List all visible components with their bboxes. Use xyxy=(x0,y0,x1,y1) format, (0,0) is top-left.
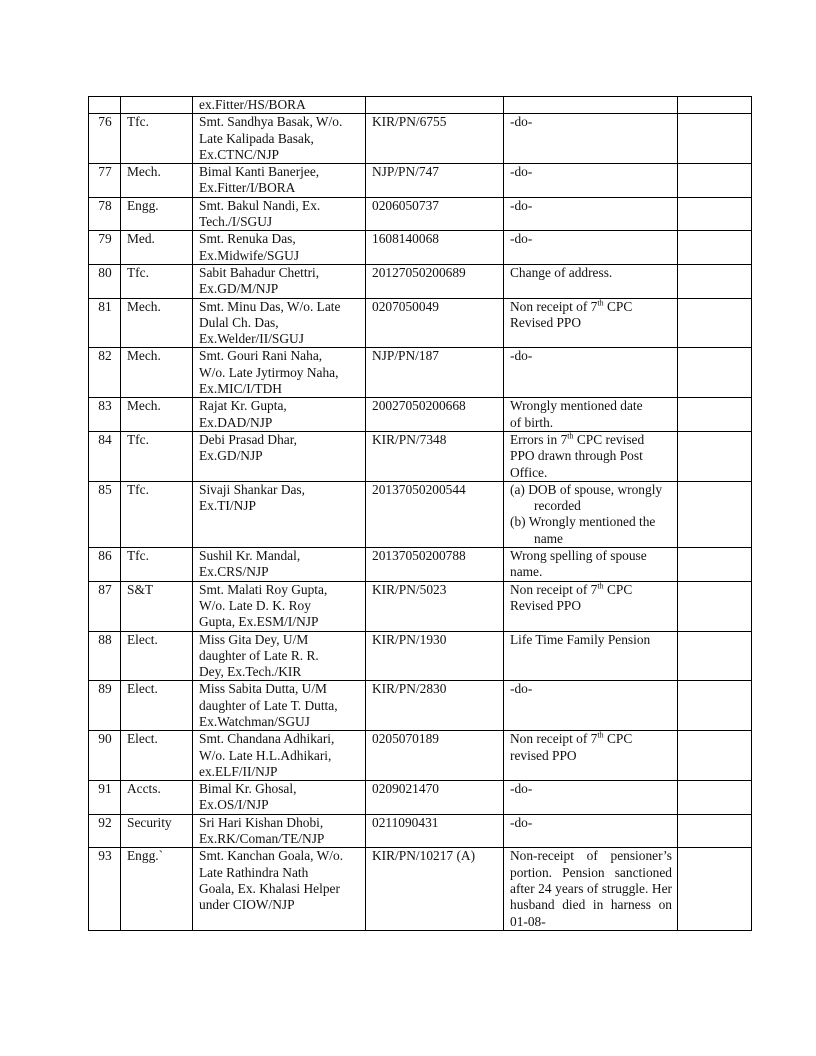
pensioner-name xyxy=(193,481,366,547)
name-line: Smt. Bakul Nandi, Ex. xyxy=(199,197,321,213)
remarks-line: -do- xyxy=(510,781,533,797)
remarks xyxy=(504,197,678,231)
serial-number: 87 xyxy=(89,581,121,631)
remarks xyxy=(504,231,678,265)
name-line: Smt. Chandana Adhikari, xyxy=(199,731,335,747)
remarks xyxy=(504,548,678,582)
name-line: Dey, Ex.Tech./KIR xyxy=(199,664,302,680)
table-row xyxy=(89,197,752,231)
remarks xyxy=(504,264,678,298)
blank-column-cell xyxy=(678,781,752,815)
remarks xyxy=(504,398,678,432)
name-line: Sushil Kr. Mandal, xyxy=(199,548,301,564)
remarks-paragraph: Non-receipt of pensioner’s portion. Pension sanctioned after 24 years of struggle. Her husband died in harness on 01-08- xyxy=(510,848,672,929)
name-line: Bimal Kanti Banerjee, xyxy=(199,164,320,180)
serial-number: 89 xyxy=(89,681,121,731)
name-line: Ex.MIC/I/TDH xyxy=(199,381,282,397)
table-row xyxy=(89,481,752,547)
remarks-line: Revised PPO xyxy=(510,314,582,330)
blank-column-cell xyxy=(678,848,752,930)
serial-number: 80 xyxy=(89,264,121,298)
remarks-line: -do- xyxy=(510,231,533,247)
pensioner-name xyxy=(193,581,366,631)
name-line: W/o. Late Jytirmoy Naha, xyxy=(199,364,339,380)
remarks-line: -do- xyxy=(510,814,533,830)
serial-number: 78 xyxy=(89,197,121,231)
department: Tfc. xyxy=(121,114,193,164)
remarks-line: of birth. xyxy=(510,414,554,430)
blank-column-cell xyxy=(678,431,752,481)
ppo-number: 0207050049 xyxy=(366,298,504,348)
remarks xyxy=(504,97,678,114)
name-line: Smt. Renuka Das, xyxy=(199,231,296,247)
ppo-number: 20137050200544 xyxy=(366,481,504,547)
serial-number: 84 xyxy=(89,431,121,481)
ordinal-superscript: th xyxy=(567,431,574,441)
remarks-line: Non receipt of 7th CPC xyxy=(510,581,633,597)
name-line: Miss Gita Dey, U/M xyxy=(199,631,309,647)
ppo-number: KIR/PN/6755 xyxy=(366,114,504,164)
ppo-number: KIR/PN/5023 xyxy=(366,581,504,631)
name-line: ex.ELF/II/NJP xyxy=(199,763,278,779)
table-row xyxy=(89,298,752,348)
name-line: Bimal Kr. Ghosal, xyxy=(199,781,297,797)
blank-column-cell xyxy=(678,581,752,631)
pensioner-name xyxy=(193,114,366,164)
name-line: Smt. Kanchan Goala, W/o. xyxy=(199,848,344,864)
name-line: Late Rathindra Nath xyxy=(199,864,309,880)
name-line: Ex.Watchman/SGUJ xyxy=(199,713,310,729)
serial-number: 82 xyxy=(89,348,121,398)
name-line: Smt. Sandhya Basak, W/o. xyxy=(199,114,343,130)
ppo-number: 0209021470 xyxy=(366,781,504,815)
remarks-line: Errors in 7th CPC revised xyxy=(510,431,645,447)
ppo-number: KIR/PN/1930 xyxy=(366,631,504,681)
name-line: daughter of Late T. Dutta, xyxy=(199,697,338,713)
name-line: Ex.Midwife/SGUJ xyxy=(199,247,300,263)
remarks xyxy=(504,814,678,848)
department: Med. xyxy=(121,231,193,265)
blank-column-cell xyxy=(678,97,752,114)
pensioner-name xyxy=(193,548,366,582)
name-line: Smt. Gouri Rani Naha, xyxy=(199,348,323,364)
serial-number: 93 xyxy=(89,848,121,930)
department: Elect. xyxy=(121,731,193,781)
remarks-line: name. xyxy=(510,564,543,580)
table-row xyxy=(89,548,752,582)
pensioner-name xyxy=(193,398,366,432)
serial-number: 81 xyxy=(89,298,121,348)
table-row xyxy=(89,781,752,815)
table-row xyxy=(89,631,752,681)
blank-column-cell xyxy=(678,164,752,198)
serial-number: 90 xyxy=(89,731,121,781)
department: Security xyxy=(121,814,193,848)
table-row xyxy=(89,731,752,781)
name-line: Gupta, Ex.ESM/I/NJP xyxy=(199,614,319,630)
table-row xyxy=(89,97,752,114)
blank-column-cell xyxy=(678,231,752,265)
pensioner-name xyxy=(193,231,366,265)
name-line: ex.Fitter/HS/BORA xyxy=(199,97,306,112)
remarks-line: -do- xyxy=(510,114,533,130)
ppo-number: KIR/PN/2830 xyxy=(366,681,504,731)
pensioner-name xyxy=(193,348,366,398)
name-line: Ex.CRS/NJP xyxy=(199,564,269,580)
name-line: Miss Sabita Dutta, U/M xyxy=(199,681,327,697)
name-line: Goala, Ex. Khalasi Helper xyxy=(199,880,340,896)
department: Engg. xyxy=(121,197,193,231)
name-line: Dulal Ch. Das, xyxy=(199,314,279,330)
table-row xyxy=(89,581,752,631)
department: Mech. xyxy=(121,348,193,398)
ppo-number: 1608140068 xyxy=(366,231,504,265)
department: Tfc. xyxy=(121,431,193,481)
remarks xyxy=(504,581,678,631)
department: Tfc. xyxy=(121,481,193,547)
remarks-line: Life Time Family Pension xyxy=(510,631,651,647)
ppo-number xyxy=(366,97,504,114)
remarks-sub-item: (a) DOB of spouse, wrongly recorded xyxy=(510,481,663,514)
ppo-number: 20027050200668 xyxy=(366,398,504,432)
table-row xyxy=(89,114,752,164)
ppo-number: KIR/PN/10217 (A) xyxy=(366,848,504,930)
ppo-number: 0206050737 xyxy=(366,197,504,231)
remarks-line: PPO drawn through Post xyxy=(510,448,643,464)
table-row xyxy=(89,264,752,298)
pensioner-name xyxy=(193,298,366,348)
ordinal-superscript: th xyxy=(597,581,604,591)
name-line: Ex.RK/Coman/TE/NJP xyxy=(199,831,325,847)
table-row xyxy=(89,431,752,481)
blank-column-cell xyxy=(678,348,752,398)
remarks-line: -do- xyxy=(510,348,533,364)
department: S&T xyxy=(121,581,193,631)
name-line: Sivaji Shankar Das, xyxy=(199,481,305,497)
pensioner-name xyxy=(193,264,366,298)
name-line: Rajat Kr. Gupta, xyxy=(199,398,287,414)
serial-number: 85 xyxy=(89,481,121,547)
remarks-line: Office. xyxy=(510,464,548,480)
pensioner-name xyxy=(193,631,366,681)
serial-number: 86 xyxy=(89,548,121,582)
remarks xyxy=(504,298,678,348)
pensioner-name xyxy=(193,97,366,114)
remarks xyxy=(504,481,678,547)
department: Mech. xyxy=(121,398,193,432)
department: Elect. xyxy=(121,631,193,681)
blank-column-cell xyxy=(678,631,752,681)
remarks xyxy=(504,781,678,815)
blank-column-cell xyxy=(678,298,752,348)
blank-column-cell xyxy=(678,681,752,731)
remarks xyxy=(504,114,678,164)
department: Mech. xyxy=(121,298,193,348)
serial-number: 91 xyxy=(89,781,121,815)
remarks-line: Wrong spelling of spouse xyxy=(510,548,647,564)
remarks xyxy=(504,731,678,781)
pensioner-name xyxy=(193,164,366,198)
pensioner-name xyxy=(193,431,366,481)
serial-number: 92 xyxy=(89,814,121,848)
blank-column-cell xyxy=(678,197,752,231)
pensioner-name xyxy=(193,814,366,848)
remarks xyxy=(504,348,678,398)
department xyxy=(121,97,193,114)
department: Tfc. xyxy=(121,548,193,582)
name-line: Ex.Fitter/I/BORA xyxy=(199,180,296,196)
ppo-number: 20127050200689 xyxy=(366,264,504,298)
name-line: Sabit Bahadur Chettri, xyxy=(199,264,320,280)
name-line: W/o. Late H.L.Adhikari, xyxy=(199,747,332,763)
name-line: under CIOW/NJP xyxy=(199,897,295,913)
serial-number xyxy=(89,97,121,114)
table-row xyxy=(89,848,752,930)
department: Accts. xyxy=(121,781,193,815)
name-line: Ex.OS/I/NJP xyxy=(199,797,269,813)
pensioner-name xyxy=(193,681,366,731)
table-row xyxy=(89,348,752,398)
blank-column-cell xyxy=(678,398,752,432)
remarks xyxy=(504,431,678,481)
department: Elect. xyxy=(121,681,193,731)
pensioner-name xyxy=(193,848,366,930)
blank-column-cell xyxy=(678,731,752,781)
department: Mech. xyxy=(121,164,193,198)
table-row xyxy=(89,814,752,848)
remarks-line xyxy=(510,97,672,113)
remarks xyxy=(504,681,678,731)
blank-column-cell xyxy=(678,814,752,848)
remarks xyxy=(504,631,678,681)
ppo-number: KIR/PN/7348 xyxy=(366,431,504,481)
remarks-line: Non receipt of 7th CPC xyxy=(510,298,633,314)
serial-number: 83 xyxy=(89,398,121,432)
table-row xyxy=(89,164,752,198)
name-line: Smt. Minu Das, W/o. Late xyxy=(199,298,341,314)
ordinal-superscript: th xyxy=(597,298,604,308)
serial-number: 79 xyxy=(89,231,121,265)
department: Engg.` xyxy=(121,848,193,930)
ordinal-superscript: th xyxy=(597,730,604,740)
remarks-line: Revised PPO xyxy=(510,597,582,613)
table-row xyxy=(89,231,752,265)
remarks-line: -do- xyxy=(510,164,533,180)
blank-column-cell xyxy=(678,114,752,164)
ppo-number: 20137050200788 xyxy=(366,548,504,582)
name-line: Ex.GD/M/NJP xyxy=(199,281,279,297)
remarks-line: Wrongly mentioned date xyxy=(510,398,643,414)
serial-number: 77 xyxy=(89,164,121,198)
pensioner-name xyxy=(193,731,366,781)
blank-column-cell xyxy=(678,264,752,298)
name-line: Sri Hari Kishan Dhobi, xyxy=(199,814,324,830)
serial-number: 76 xyxy=(89,114,121,164)
pension-grievance-table xyxy=(88,96,752,931)
department: Tfc. xyxy=(121,264,193,298)
remarks-line: Change of address. xyxy=(510,264,613,280)
name-line: daughter of Late R. R. xyxy=(199,647,319,663)
table-row xyxy=(89,681,752,731)
table-row xyxy=(89,398,752,432)
remarks-line: Non receipt of 7th CPC xyxy=(510,730,633,747)
blank-column-cell xyxy=(678,481,752,547)
remarks-line: revised PPO xyxy=(510,747,577,763)
blank-column-cell xyxy=(678,548,752,582)
remarks-line: -do- xyxy=(510,681,533,697)
ppo-number: 0211090431 xyxy=(366,814,504,848)
name-line: Late Kalipada Basak, xyxy=(199,130,314,146)
pensioner-name xyxy=(193,197,366,231)
remarks xyxy=(504,164,678,198)
serial-number: 88 xyxy=(89,631,121,681)
ppo-number: 0205070189 xyxy=(366,731,504,781)
name-line: Ex.CTNC/NJP xyxy=(199,146,279,162)
ppo-number: NJP/PN/187 xyxy=(366,348,504,398)
name-line: Smt. Malati Roy Gupta, xyxy=(199,581,328,597)
name-line: Ex.GD/NJP xyxy=(199,448,263,464)
name-line: Ex.TI/NJP xyxy=(199,498,256,514)
name-line: W/o. Late D. K. Roy xyxy=(199,597,311,613)
remarks-sub-item: (b) Wrongly mentioned the name xyxy=(510,514,656,546)
pensioner-name xyxy=(193,781,366,815)
remarks-line: -do- xyxy=(510,197,533,213)
ppo-number: NJP/PN/747 xyxy=(366,164,504,198)
remarks xyxy=(504,848,678,930)
name-line: Ex.DAD/NJP xyxy=(199,414,273,430)
name-line: Debi Prasad Dhar, xyxy=(199,431,298,447)
name-line: Tech./I/SGUJ xyxy=(199,214,273,230)
name-line: Ex.Welder/II/SGUJ xyxy=(199,331,304,347)
